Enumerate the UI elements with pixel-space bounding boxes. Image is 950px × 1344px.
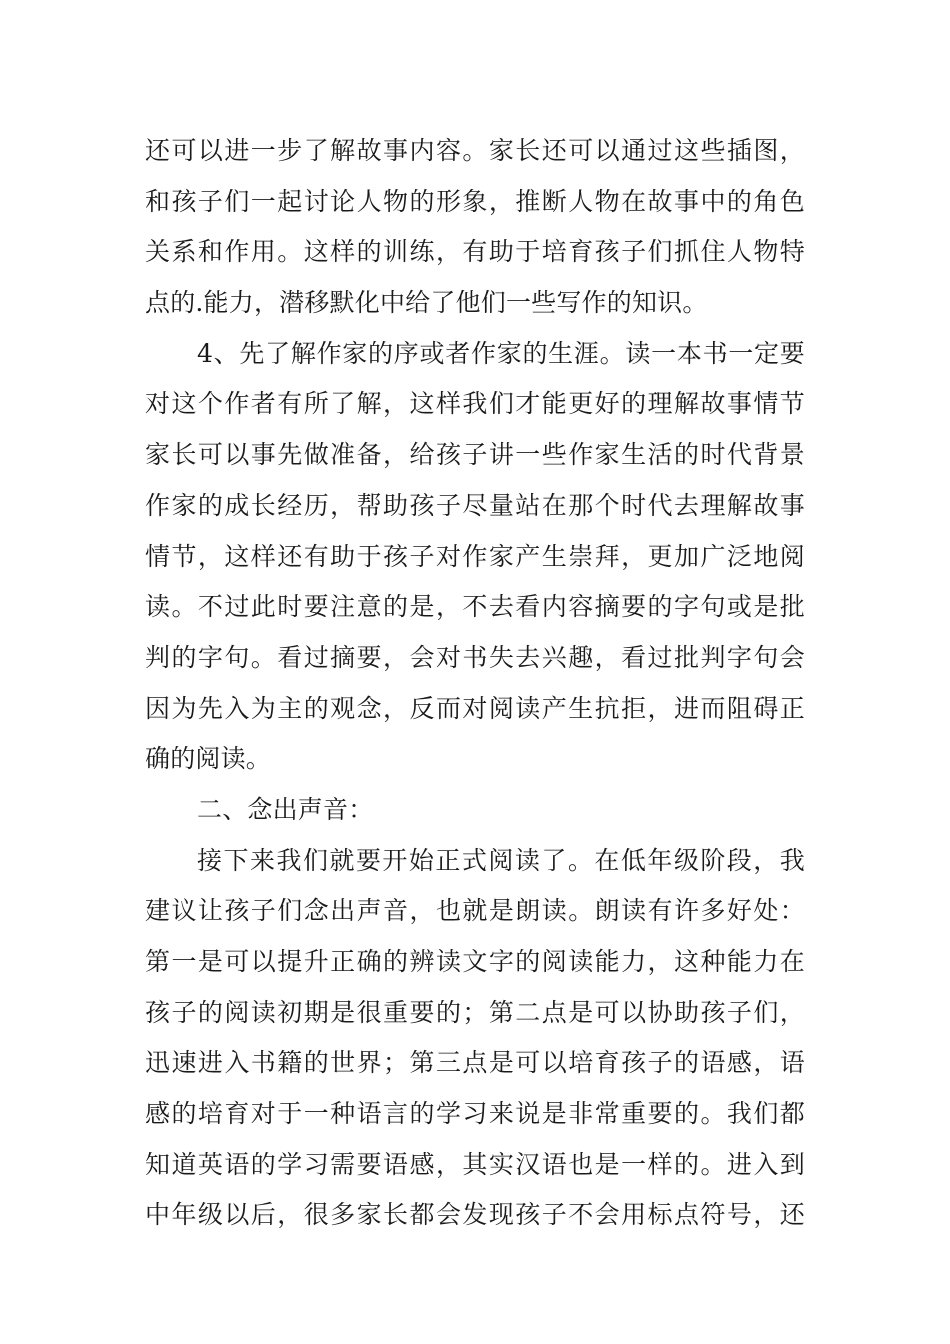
text-line: 家长可以事先做准备，给孩子讲一些作家生活的时代背景 <box>145 440 805 470</box>
text-line: 迅速进入书籍的世界；第三点是可以培育孩子的语感，语 <box>145 1048 805 1078</box>
text-line: 接下来我们就要开始正式阅读了。在低年级阶段，我 <box>197 845 805 875</box>
text-line: 4、先了解作家的序或者作家的生涯。读一本书一定要 <box>197 338 805 368</box>
text-line: 因为先入为主的观念，反而对阅读产生抗拒，进而阻碍正 <box>145 693 805 723</box>
text-line: 孩子的阅读初期是很重要的；第二点是可以协助孩子们， <box>145 997 805 1027</box>
body-text <box>145 126 805 1241</box>
text-line: 关系和作用。这样的训练，有助于培育孩子们抓住人物特 <box>145 237 805 267</box>
text-line: 知道英语的学习需要语感，其实汉语也是一样的。进入到 <box>145 1149 805 1179</box>
text-line: 情节，这样还有助于孩子对作家产生崇拜，更加广泛地阅 <box>145 541 805 571</box>
text-line: 判的字句。看过摘要，会对书失去兴趣，看过批判字句会 <box>145 642 805 672</box>
text-line: 对这个作者有所了解，这样我们才能更好的理解故事情节 <box>145 389 805 419</box>
text-line: 感的培育对于一种语言的学习来说是非常重要的。我们都 <box>145 1099 805 1129</box>
text-line: 二、念出声音： <box>197 794 374 824</box>
text-line: 第一是可以提升正确的辨读文字的阅读能力，这种能力在 <box>145 947 805 976</box>
text-line: 建议让孩子们念出声音，也就是朗读。朗读有许多好处： <box>145 896 805 926</box>
text-line: 和孩子们一起讨论人物的形象，推断人物在故事中的角色 <box>145 186 805 216</box>
text-line: 点的.能力，潜移默化中给了他们一些写作的知识。 <box>145 288 708 318</box>
text-line: 确的阅读。 <box>145 744 272 774</box>
text-line: 读。不过此时要注意的是，不去看内容摘要的字句或是批 <box>145 592 805 622</box>
text-line: 作家的成长经历，帮助孩子尽量站在那个时代去理解故事 <box>145 490 805 520</box>
text-line: 中年级以后，很多家长都会发现孩子不会用标点符号，还 <box>145 1200 805 1230</box>
text-line: 还可以进一步了解故事内容。家长还可以通过这些插图， <box>145 136 805 165</box>
